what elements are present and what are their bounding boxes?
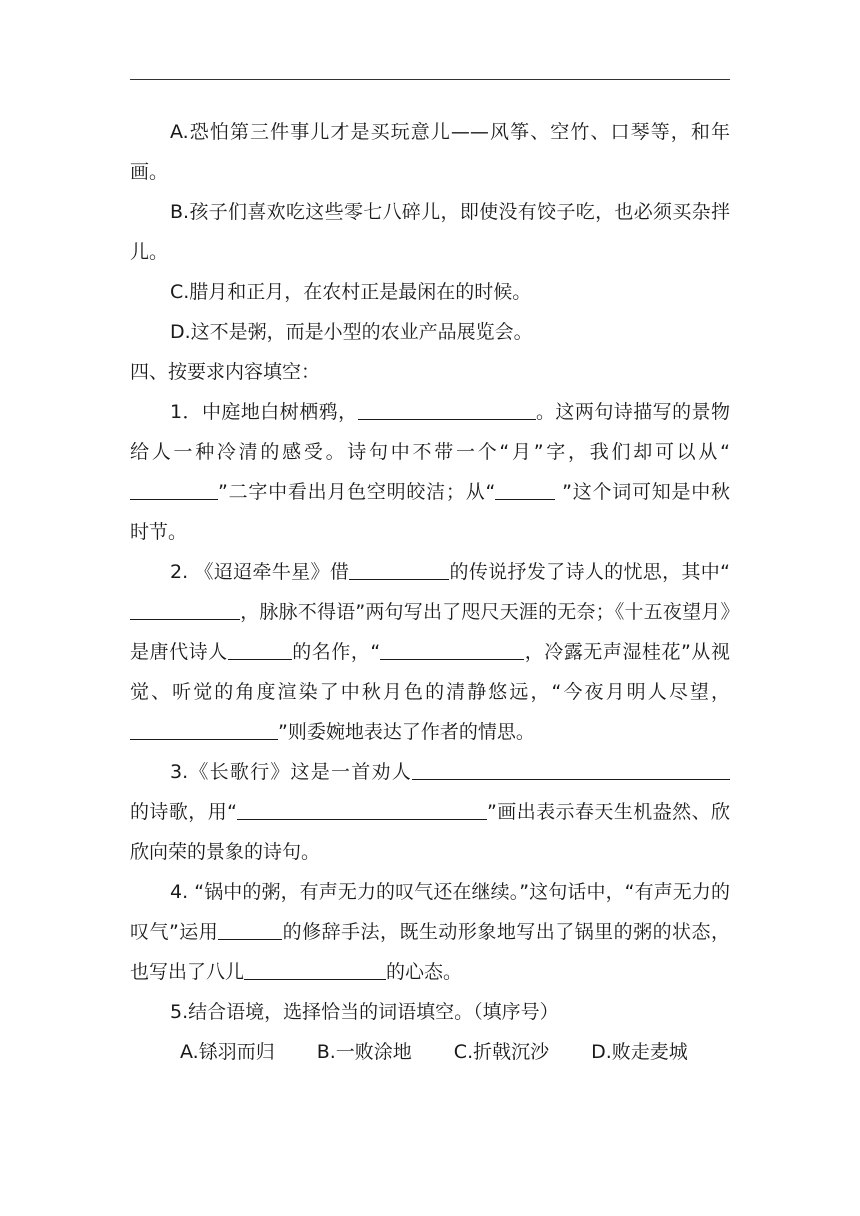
q4-blank-2[interactable] [244,959,386,980]
question-1 [130,392,730,552]
q1-text-3: ”二字中看出月色空明皎洁；从“ [218,481,496,503]
q2-blank-1[interactable] [349,559,449,580]
q3-text-3: ”画出表示春天生机盎然、欣欣向荣的景象的诗句。 [130,801,730,863]
q1-blank-3[interactable] [495,479,555,500]
q1-blank-1[interactable] [358,399,536,420]
q3-blank-1[interactable] [412,759,730,780]
section-heading: 四、按要求内容填空： [130,361,321,383]
header-rule [130,79,730,80]
q2-text-5: ，冷露无声湿桂花”从视觉、听觉的角度渲染了中秋月色的清静悠远，“今夜月明人尽望， [130,641,730,703]
q2-text-4: 的名作，“ [291,641,381,663]
q5-option-b: B.一败涂地 [316,1041,412,1063]
q1-text-1: 1．中庭地白树栖鸦， [170,401,358,423]
question-5-options [130,1032,730,1072]
q2-blank-5[interactable] [130,719,278,740]
q5-option-a: A.铩羽而归 [180,1041,275,1063]
q2-text-1: 2. 《迢迢牵牛星》借 [170,561,350,583]
q1-blank-2[interactable] [130,479,218,500]
q5-option-d: D.败走麦城 [591,1041,688,1063]
document-body [130,112,730,1072]
q4-blank-1[interactable] [218,919,282,940]
q4-text-3: 的心态。 [386,961,463,983]
q2-text-3: ，脉脉不得语”两句写出了咫尺天涯的无奈；《十五夜望月》是唐代诗人 [130,601,730,663]
question-2 [130,552,730,752]
q2-text-2: 的传说抒发了诗人的忧思，其中“ [449,561,730,583]
q1-text-2: 。这两句诗描写的景物给人一种冷清的感受。诗句中不带一个“月”字，我们却可以从“ [130,401,730,463]
question-4 [130,872,730,992]
q3-text-2: 的诗歌，用“ [130,801,237,823]
q2-blank-2[interactable] [130,599,240,620]
question-5-title: 5.结合语境，选择恰当的词语填空。（填序号） [170,1001,559,1023]
option-d: D.这不是粥，而是小型的农业产品展览会。 [170,321,533,343]
q4-text-2: 的修辞手法，既生动形象地写出了锅里的粥的状态，也写出了八儿 [130,921,730,983]
q2-blank-3[interactable] [228,639,292,660]
q1-text-4: ”这个词可知是中秋时节。 [130,481,730,543]
option-b: B.孩子们喜欢吃这些零七八碎儿，即使没有饺子吃，也必须买杂拌儿。 [130,201,730,263]
question-3 [130,752,730,872]
q2-text-6: ”则委婉地表达了作者的情思。 [278,721,535,743]
q3-blank-2[interactable] [237,799,487,820]
q5-option-c: C.折戟沉沙 [453,1041,550,1063]
q2-blank-4[interactable] [380,639,524,660]
q3-text-1: 3.《长歌行》这是一首劝人 [170,761,412,783]
option-a: A.恐怕第三件事儿才是买玩意儿——风筝、空竹、口琴等，和年画。 [130,121,730,183]
q4-text-1: 4. “锅中的粥，有声无力的叹气还在继续。”这句话中，“有声无力的叹气”运用 [130,881,730,943]
option-c: C.腊月和正月，在农村正是最闲在的时候。 [170,281,532,303]
